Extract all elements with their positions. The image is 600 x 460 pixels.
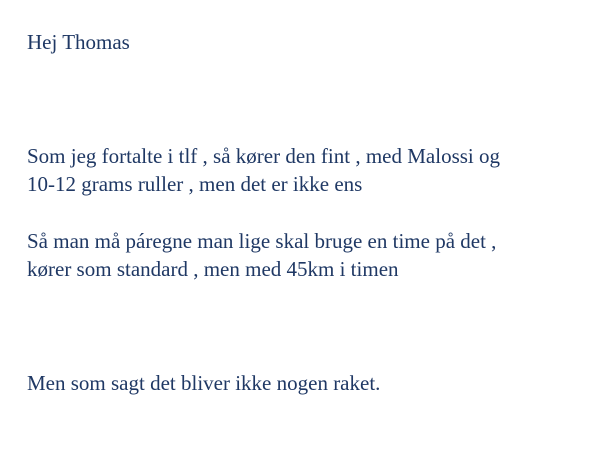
paragraph-2 xyxy=(27,227,496,283)
paragraph-3 xyxy=(27,369,380,397)
paragraph-1-line-2: 10-12 grams ruller , men det er ikke ens xyxy=(27,172,363,196)
paragraph-3-line-1: Men som sagt det bliver ikke nogen raket. xyxy=(27,371,381,395)
paragraph-1 xyxy=(27,142,500,198)
paragraph-2-line-1: Så man må páregne man lige skal bruge en time på det , xyxy=(27,229,497,253)
paragraph-1-line-1: Som jeg fortalte i tlf , så kører den fint , med Malossi og xyxy=(27,144,500,168)
greeting-text: Hej Thomas xyxy=(27,30,130,54)
paragraph-2-line-2: kører som standard , men med 45km i timen xyxy=(27,257,399,281)
